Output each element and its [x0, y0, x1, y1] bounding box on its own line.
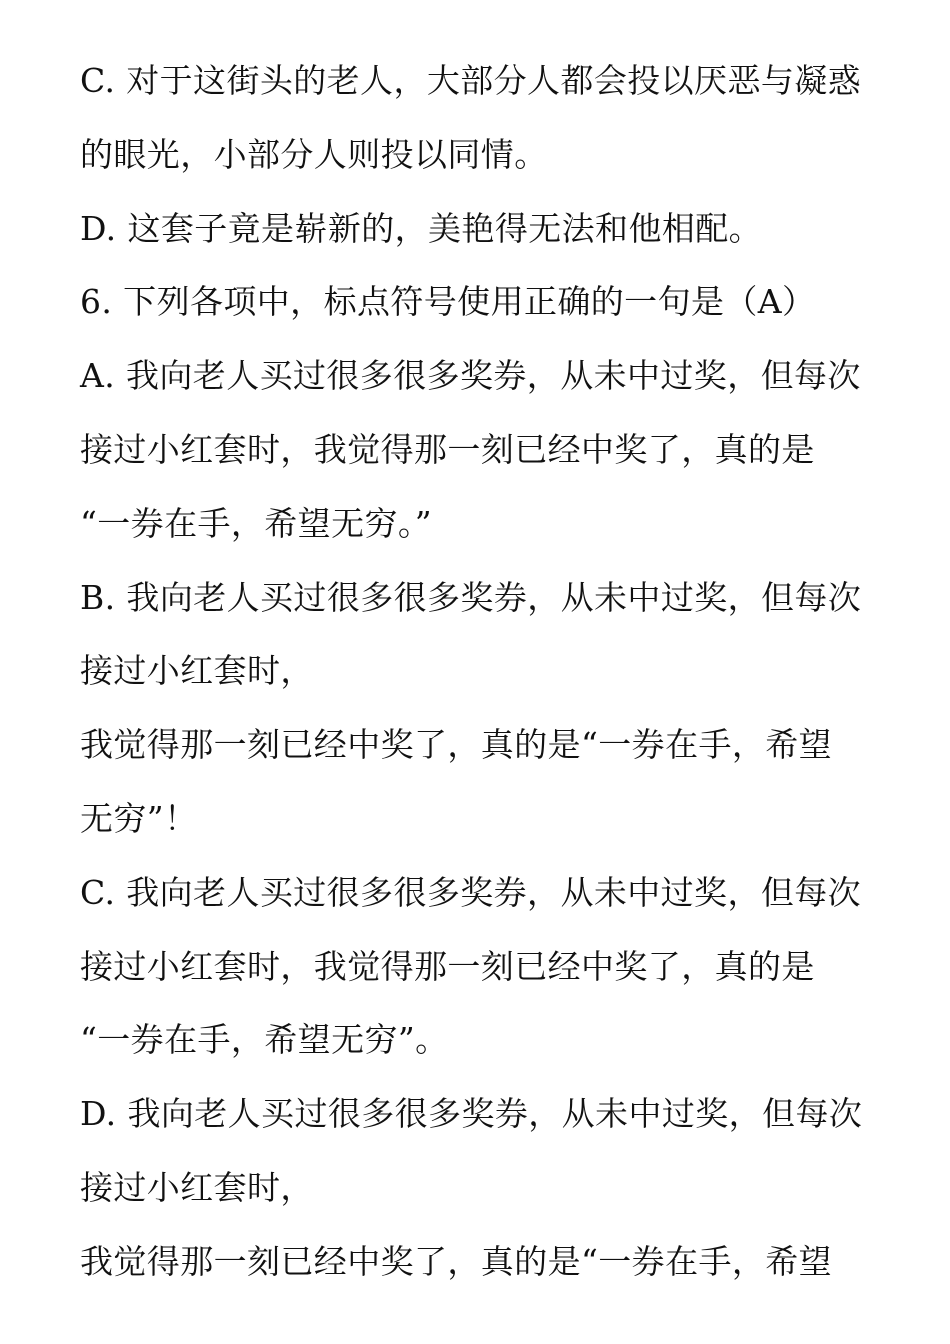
q6-option-d-line-3: 我觉得那一刻已经中奖了，真的是“一券在手，希望 [80, 1241, 833, 1281]
q6-option-c-line-3: “一券在手，希望无穷”。 [80, 1020, 449, 1060]
q6-option-b-line-3: 我觉得那一刻已经中奖了，真的是“一券在手，希望 [80, 725, 833, 765]
q6-option-b-line-4: 无穷”！ [80, 798, 198, 838]
q6-option-a-line-2: 接过小红套时，我觉得那一刻已经中奖了，真的是 [80, 429, 815, 469]
q6-option-c-line-1: C. 我向老人买过很多很多奖券，从未中过奖，但每次 [80, 872, 862, 912]
q6-option-d-line-1: D. 我向老人买过很多很多奖券，从未中过奖，但每次 [80, 1094, 863, 1134]
document-page [80, 44, 880, 1299]
option-c-line-2: 的眼光，小部分人则投以同情。 [80, 134, 548, 174]
option-c-line-1: C. 对于这街头的老人，大部分人都会投以厌恶与凝惑 [80, 61, 862, 100]
question-6-title: 6. 下列各项中，标点符号使用正确的一句是（A） [80, 282, 816, 322]
q6-option-a-line-3: “一券在手，希望无穷。” [80, 503, 433, 543]
option-d-line: D. 这套子竟是崭新的，美艳得无法和他相配。 [80, 208, 763, 248]
q6-option-b-line-1: B. 我向老人买过很多很多奖券，从未中过奖，但每次 [80, 577, 862, 617]
q6-option-c-line-2: 接过小红套时，我觉得那一刻已经中奖了，真的是 [80, 946, 815, 986]
q6-option-d-line-2: 接过小红套时， [80, 1167, 314, 1207]
q6-option-b-line-2: 接过小红套时， [80, 651, 314, 691]
q6-option-a-line-1: A. 我向老人买过很多很多奖券，从未中过奖，但每次 [80, 356, 861, 396]
